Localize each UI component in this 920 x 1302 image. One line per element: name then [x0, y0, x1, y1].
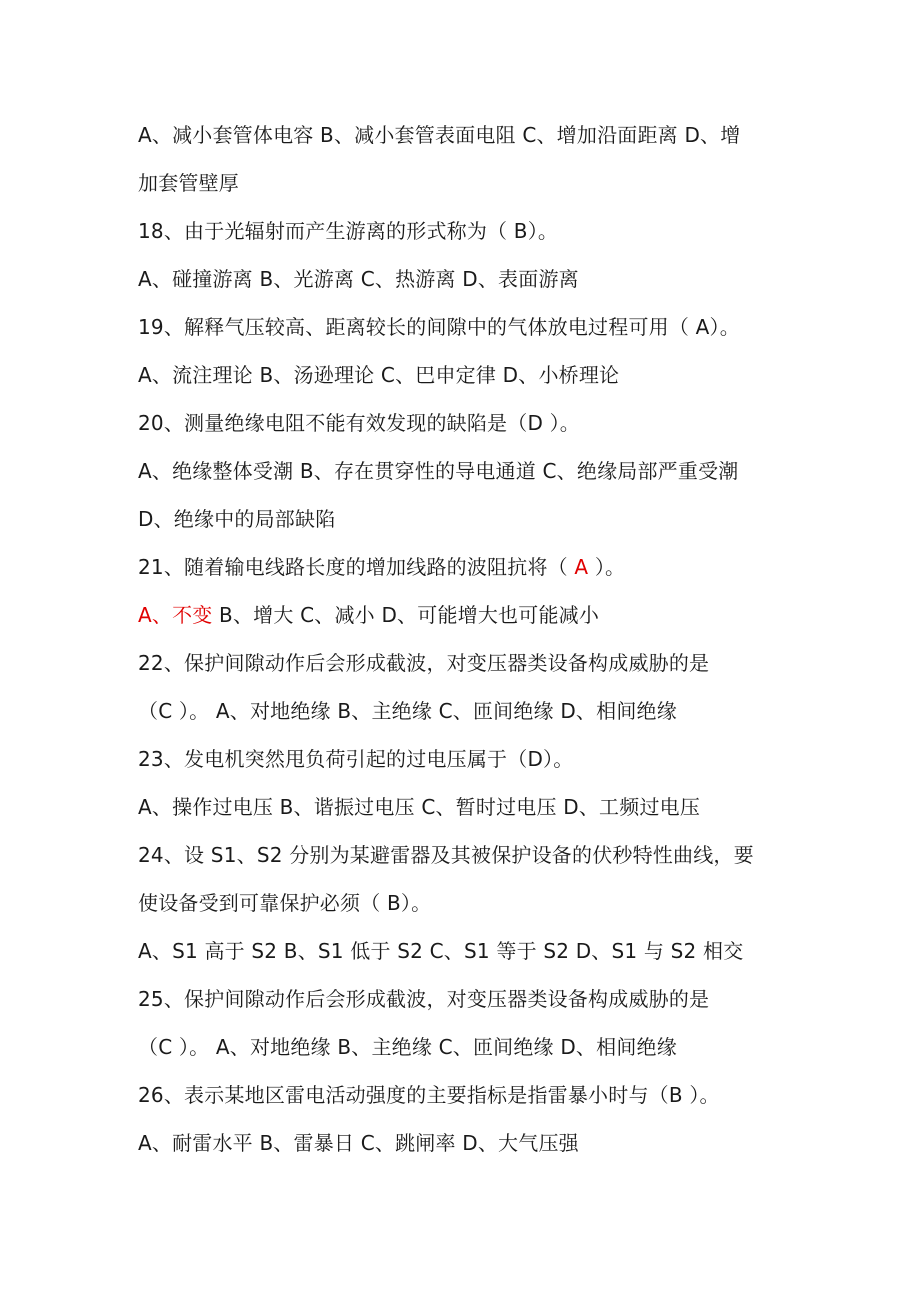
question-21-answer: A — [574, 555, 589, 579]
q22-answer-options: （C ）。 A、对地绝缘 B、主绝缘 C、匝间绝缘 D、相间绝缘 — [138, 699, 677, 723]
question-18: 18、由于光辐射而产生游离的形式称为（ B）。 — [138, 219, 559, 243]
question-21 — [138, 550, 625, 584]
q24-options: A、S1 高于 S2 B、S1 低于 S2 C、S1 等于 S2 D、S1 与 S2 相交 — [138, 939, 744, 963]
q26-options: A、耐雷水平 B、雷暴日 C、跳闸率 D、大气压强 — [138, 1131, 579, 1155]
q20-options-line1: A、绝缘整体受潮 B、存在贯穿性的导电通道 C、绝缘局部严重受潮 — [138, 459, 739, 483]
q17-options-line1: A、减小套管体电容 B、减小套管表面电阻 C、增加沿面距离 D、增 — [138, 123, 741, 147]
q21-correct-option: A、不变 — [138, 603, 213, 627]
question-22: 22、保护间隙动作后会形成截波，对变压器类设备构成威胁的是 — [138, 651, 710, 675]
question-23: 23、发电机突然甩负荷引起的过电压属于（D）。 — [138, 747, 574, 771]
q17-options-line2: 加套管壁厚 — [138, 171, 239, 195]
question-20: 20、测量绝缘电阻不能有效发现的缺陷是（D ）。 — [138, 411, 581, 435]
question-24-line1: 24、设 S1、S2 分别为某避雷器及其被保护设备的伏秒特性曲线，要 — [138, 843, 754, 867]
q21-options — [138, 598, 599, 632]
q23-options: A、操作过电压 B、谐振过电压 C、暂时过电压 D、工频过电压 — [138, 795, 701, 819]
q18-options: A、碰撞游离 B、光游离 C、热游离 D、表面游离 — [138, 267, 579, 291]
question-19: 19、解释气压较高、距离较长的间隙中的气体放电过程可用（ A）。 — [138, 315, 740, 339]
question-26: 26、表示某地区雷电活动强度的主要指标是指雷暴小时与（B ）。 — [138, 1083, 720, 1107]
question-21-text: 21、随着输电线路长度的增加线路的波阻抗将（ — [138, 555, 575, 579]
question-25: 25、保护间隙动作后会形成截波，对变压器类设备构成威胁的是 — [138, 987, 710, 1011]
q21-other-options: B、增大 C、减小 D、可能增大也可能减小 — [212, 603, 600, 627]
question-24-line2: 使设备受到可靠保护必须（ B）。 — [138, 891, 432, 915]
q20-options-line2: D、绝缘中的局部缺陷 — [138, 507, 336, 531]
question-21-tail: ）。 — [588, 555, 626, 579]
q19-options: A、流注理论 B、汤逊理论 C、巴申定律 D、小桥理论 — [138, 363, 620, 387]
q25-answer-options: （C ）。 A、对地绝缘 B、主绝缘 C、匝间绝缘 D、相间绝缘 — [138, 1035, 677, 1059]
